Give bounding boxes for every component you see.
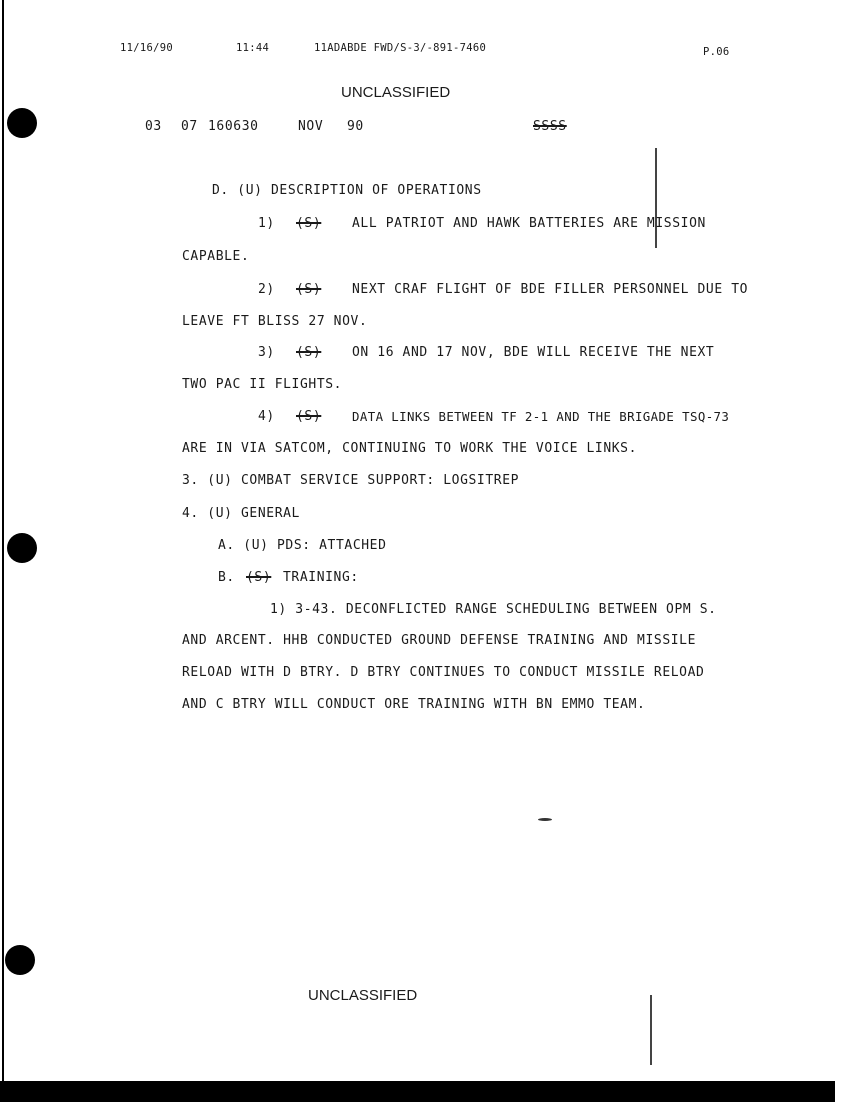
fax-page-number: P.06 [703, 46, 730, 58]
subsection-b-text: TRAINING: [283, 570, 359, 585]
training-line-2: AND ARCENT. HHB CONDUCTED GROUND DEFENSE TRAINING AND MISSILE [182, 633, 697, 648]
item-4-marking: (S) [296, 409, 322, 424]
item-4-text: DATA LINKS BETWEEN TF 2-1 AND THE BRIGADE TSQ-73 [352, 409, 730, 424]
item-3-continuation: TWO PAC II FLIGHTS. [182, 377, 343, 392]
punch-hole-bottom [5, 945, 35, 975]
scan-vertical-mark [655, 148, 657, 248]
subsection-b-number: B. [218, 570, 235, 585]
scan-speck [538, 818, 552, 821]
section-3-line: 3. (U) COMBAT SERVICE SUPPORT: LOGSITREP [182, 473, 520, 488]
item-4-continuation: ARE IN VIA SATCOM, CONTINUING TO WORK THE VOICE LINKS. [182, 441, 638, 456]
item-1-text: ALL PATRIOT AND HAWK BATTERIES ARE MISSION [352, 216, 706, 231]
item-1-marking: (S) [296, 216, 322, 231]
item-2-text: NEXT CRAF FLIGHT OF BDE FILLER PERSONNEL DUE TO [352, 282, 749, 297]
item-2-continuation: LEAVE FT BLISS 27 NOV. [182, 314, 368, 329]
item-1-number: 1) [258, 216, 275, 231]
dtg-month: NOV [298, 119, 324, 134]
fax-sender-line: 11ADABDE FWD/S-3/-891-7460 [314, 42, 487, 54]
scan-left-edge [2, 0, 4, 1081]
subsection-b-marking: (S) [246, 570, 272, 585]
punch-hole-top [7, 108, 37, 138]
scan-bottom-edge [0, 1081, 835, 1102]
training-line-1: 1) 3-43. DECONFLICTED RANGE SCHEDULING BETWEEN OPM S. [270, 602, 717, 617]
item-2-marking: (S) [296, 282, 322, 297]
item-3-text: ON 16 AND 17 NOV, BDE WILL RECEIVE THE NEXT [352, 345, 715, 360]
fax-date: 11/16/90 [120, 42, 173, 54]
dtg-classification-marking: SSSS [533, 119, 567, 134]
scan-vertical-mark [650, 995, 652, 1065]
item-1-continuation: CAPABLE. [182, 249, 250, 264]
item-2-number: 2) [258, 282, 275, 297]
item-4-number: 4) [258, 409, 275, 424]
training-line-3: RELOAD WITH D BTRY. D BTRY CONTINUES TO CONDUCT MISSILE RELOAD [182, 665, 705, 680]
classification-top: UNCLASSIFIED [341, 84, 451, 101]
section-d-heading: D. (U) DESCRIPTION OF OPERATIONS [212, 183, 482, 198]
subsection-a-line: A. (U) PDS: ATTACHED [218, 538, 387, 553]
dtg-year: 90 [347, 119, 364, 134]
item-3-marking: (S) [296, 345, 322, 360]
dtg-field-b: 07 [181, 119, 198, 134]
fax-time: 11:44 [236, 42, 270, 54]
item-3-number: 3) [258, 345, 275, 360]
dtg-field-a: 03 [145, 119, 162, 134]
section-4-line: 4. (U) GENERAL [182, 506, 300, 521]
training-line-4: AND C BTRY WILL CONDUCT ORE TRAINING WITH BN EMMO TEAM. [182, 697, 646, 712]
dtg-time: 160630 [208, 119, 259, 134]
punch-hole-middle [7, 533, 37, 563]
classification-bottom: UNCLASSIFIED [308, 987, 418, 1004]
